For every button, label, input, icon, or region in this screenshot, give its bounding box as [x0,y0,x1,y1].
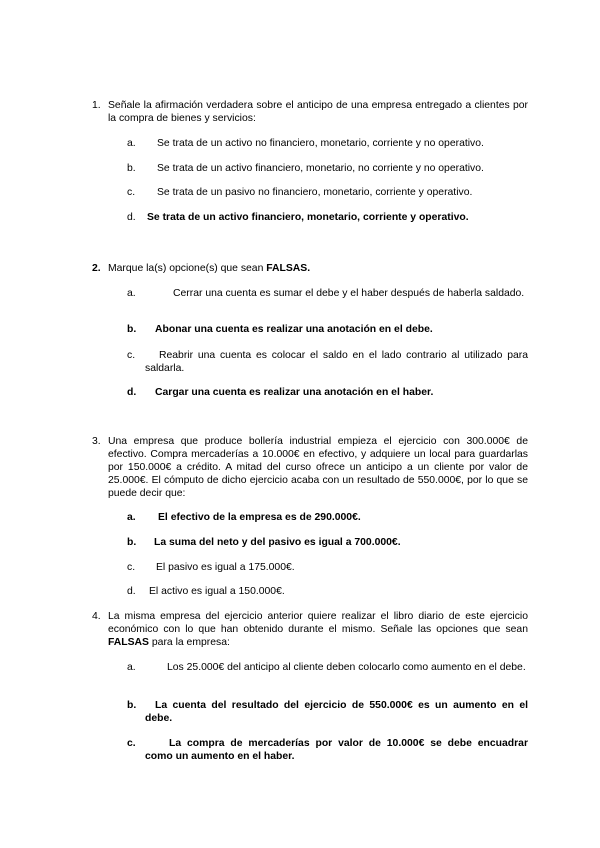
q2-option-b-letter: b. [127,324,137,335]
q1-option-b: Se trata de un activo financiero, monetario, no corriente y no operativo. [157,163,484,174]
question-2-text [108,262,528,275]
question-3-number: 3. [92,436,101,447]
question-4-number: 4. [92,611,101,622]
question-4-text [108,610,528,649]
question-4-text-main: La misma empresa del ejercicio anterior quiere realizar el libro diario de este ejercicio económico con lo que han obtenido durante el mismo. Señale las opciones que sean [108,611,528,635]
question-2-number: 2. [92,263,101,274]
q2-option-c-letter: c. [127,350,136,361]
q3-option-c: El pasivo es igual a 175.000€. [156,562,295,573]
q3-option-c-letter: c. [127,562,136,573]
q2-option-c: Reabrir una cuenta es colocar el saldo en el lado contrario al utilizado para saldarla. [145,350,528,374]
q2-option-a-letter: a. [127,288,136,299]
q4-option-c-letter: c. [127,738,136,749]
q3-option-b-letter: b. [127,537,137,548]
q4-option-b: La cuenta del resultado del ejercicio de 550.000€ es un aumento en el debe. [145,700,528,724]
q4-option-b-letter: b. [127,700,137,711]
question-1-number: 1. [92,100,101,111]
q2-option-a: Cerrar una cuenta es sumar el debe y el haber después de haberla saldado. [173,288,525,299]
question-2-text-main: Marque la(s) opcione(s) que sean [108,263,267,274]
q1-option-c: Se trata de un pasivo no financiero, monetario, corriente y operativo. [157,187,473,198]
question-2-emphasis: FALSAS. [266,263,311,274]
q3-option-b: La suma del neto y del pasivo es igual a 700.000€. [154,537,401,548]
q3-option-a: El efectivo de la empresa es de 290.000€. [158,512,361,523]
q2-option-b: Abonar una cuenta es realizar una anotación en el debe. [155,324,433,335]
question-4-text-end: para la empresa: [149,637,230,648]
q3-option-d-letter: d. [127,586,136,597]
q4-option-a: Los 25.000€ del anticipo al cliente deben colocarlo como aumento en el debe. [167,662,526,673]
q2-option-d-letter: d. [127,387,137,398]
q1-option-d: Se trata de un activo financiero, monetario, corriente y operativo. [147,212,469,223]
q1-option-d-letter: d. [127,212,136,223]
question-3-text: Una empresa que produce bollería industrial empieza el ejercicio con 300.000€ de efectivo. Compra mercaderías a 10.000€ en efectivo, y adquiere un local para guardarlas por 150.000€ a crédito. A mitad del curso ofrece un anticipo a un cliente por valor de 25.000€. El cómputo de dicho ejercicio acaba con un resultado de 550.000€, por lo que se puede decir que: [108,436,528,499]
q4-option-a-letter: a. [127,662,136,673]
q3-option-d: El activo es igual a 150.000€. [149,586,285,597]
q1-option-a: Se trata de un activo no financiero, monetario, corriente y no operativo. [157,138,484,149]
q1-option-a-letter: a. [127,138,136,149]
q3-option-a-letter: a. [127,512,136,523]
question-4-emphasis: FALSAS [108,637,149,648]
q1-option-c-letter: c. [127,187,136,198]
q4-option-c: La compra de mercaderías por valor de 10.000€ se debe encuadrar como un aumento en el haber. [145,738,528,762]
q1-option-b-letter: b. [127,163,136,174]
q2-option-d: Cargar una cuenta es realizar una anotación en el haber. [155,387,434,398]
question-1-text: Señale la afirmación verdadera sobre el anticipo de una empresa entregado a clientes por la compra de bienes y servicios: [108,100,528,124]
